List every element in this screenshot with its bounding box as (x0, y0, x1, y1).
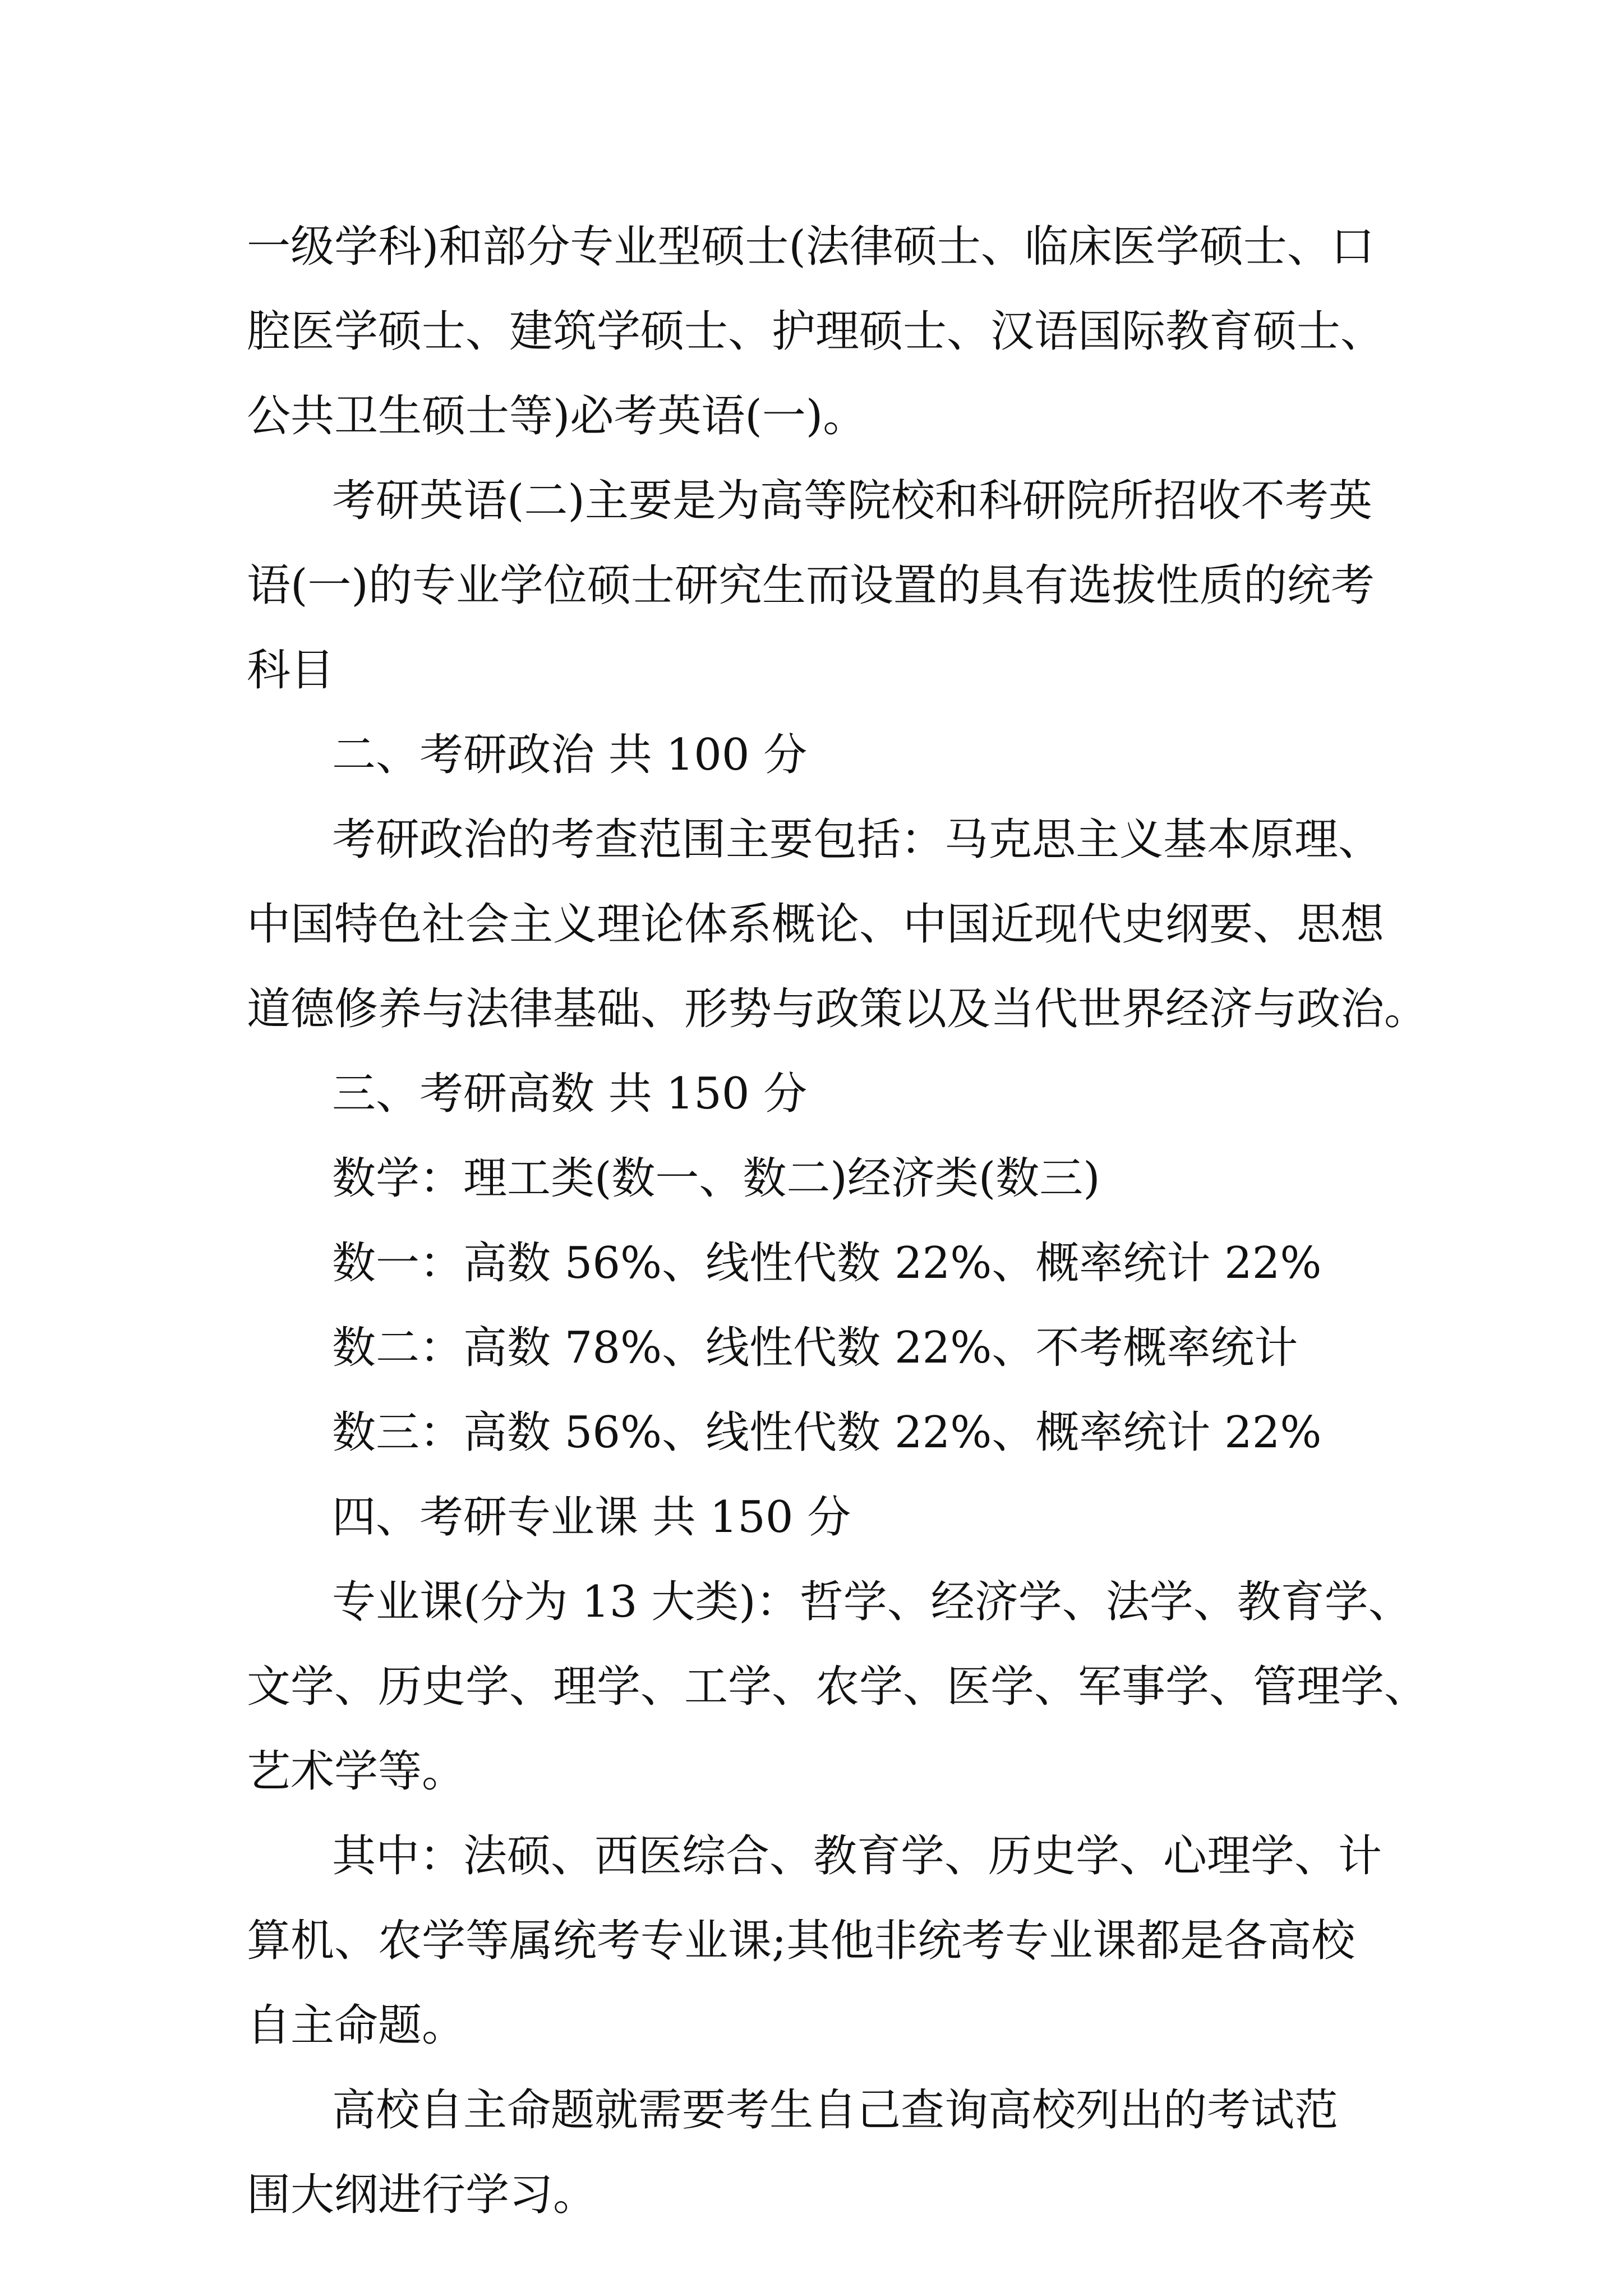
heading-politics (247, 713, 1413, 798)
text-line: 一级学科)和部分专业型硕士(法律硕士、临床医学硕士、口 (247, 222, 1375, 272)
text-line: 考研政治的考查范围主要包括：马克思主义基本原理、 (332, 815, 1382, 865)
text-line: 语(一)的专业学位硕士研究生而设置的具有选拔性质的统考 (247, 560, 1375, 611)
text-line: 中国特色社会主义理论体系概论、中国近现代史纲要、思想 (247, 899, 1385, 950)
paragraph-major-categories (247, 1560, 1428, 1814)
text-line: 专业课(分为 13 大类)：哲学、经济学、法学、教育学、 (332, 1577, 1412, 1627)
paragraph-self-study (247, 2068, 1413, 2238)
text-line: 腔医学硕士、建筑学硕士、护理硕士、汉语国际教育硕士、 (247, 306, 1385, 357)
text-line: 道德修养与法律基础、形势与政策以及当代世界经济与政治。 (247, 984, 1428, 1034)
paragraph-math-one (247, 1221, 1413, 1306)
paragraph-english-one-majors (247, 205, 1413, 459)
text-line: 艺术学等。 (247, 1746, 466, 1797)
text-line: 二、考研政治 共 100 分 (332, 730, 808, 780)
text-line: 高校自主命题就需要考生自己查询高校列出的考试范 (332, 2085, 1339, 2136)
text-line: 其中：法硕、西医综合、教育学、历史学、心理学、计 (332, 1831, 1382, 1881)
paragraph-math-three (247, 1391, 1413, 1475)
text-line: 文学、历史学、理学、工学、农学、医学、军事学、管理学、 (247, 1662, 1428, 1712)
paragraph-math-two (247, 1306, 1413, 1391)
text-line: 数三：高数 56%、线性代数 22%、概率统计 22% (332, 1407, 1322, 1458)
text-line: 科目 (247, 645, 335, 696)
paragraph-unified-exams (247, 1814, 1413, 2068)
paragraph-politics-scope (247, 798, 1428, 1052)
text-line: 数一：高数 56%、线性代数 22%、概率统计 22% (332, 1238, 1322, 1289)
text-line: 公共卫生硕士等)必考英语(一)。 (247, 391, 867, 441)
document-page (247, 205, 1428, 2238)
heading-major-course (247, 1475, 1413, 1560)
text-line: 数学：理工类(数一、数二)经济类(数三) (332, 1153, 1100, 1204)
heading-math (247, 1052, 1413, 1137)
text-line: 考研英语(二)主要是为高等院校和科研院所招收不考英 (332, 476, 1372, 526)
text-line: 自主命题。 (247, 2000, 466, 2051)
paragraph-math-categories (247, 1137, 1413, 1221)
text-line: 围大纲进行学习。 (247, 2170, 597, 2220)
text-line: 四、考研专业课 共 150 分 (332, 1492, 851, 1543)
paragraph-english-two (247, 459, 1413, 713)
text-line: 三、考研高数 共 150 分 (332, 1069, 808, 1119)
text-line: 算机、农学等属统考专业课;其他非统考专业课都是各高校 (247, 1916, 1355, 1966)
text-line: 数二：高数 78%、线性代数 22%、不考概率统计 (332, 1323, 1298, 1373)
